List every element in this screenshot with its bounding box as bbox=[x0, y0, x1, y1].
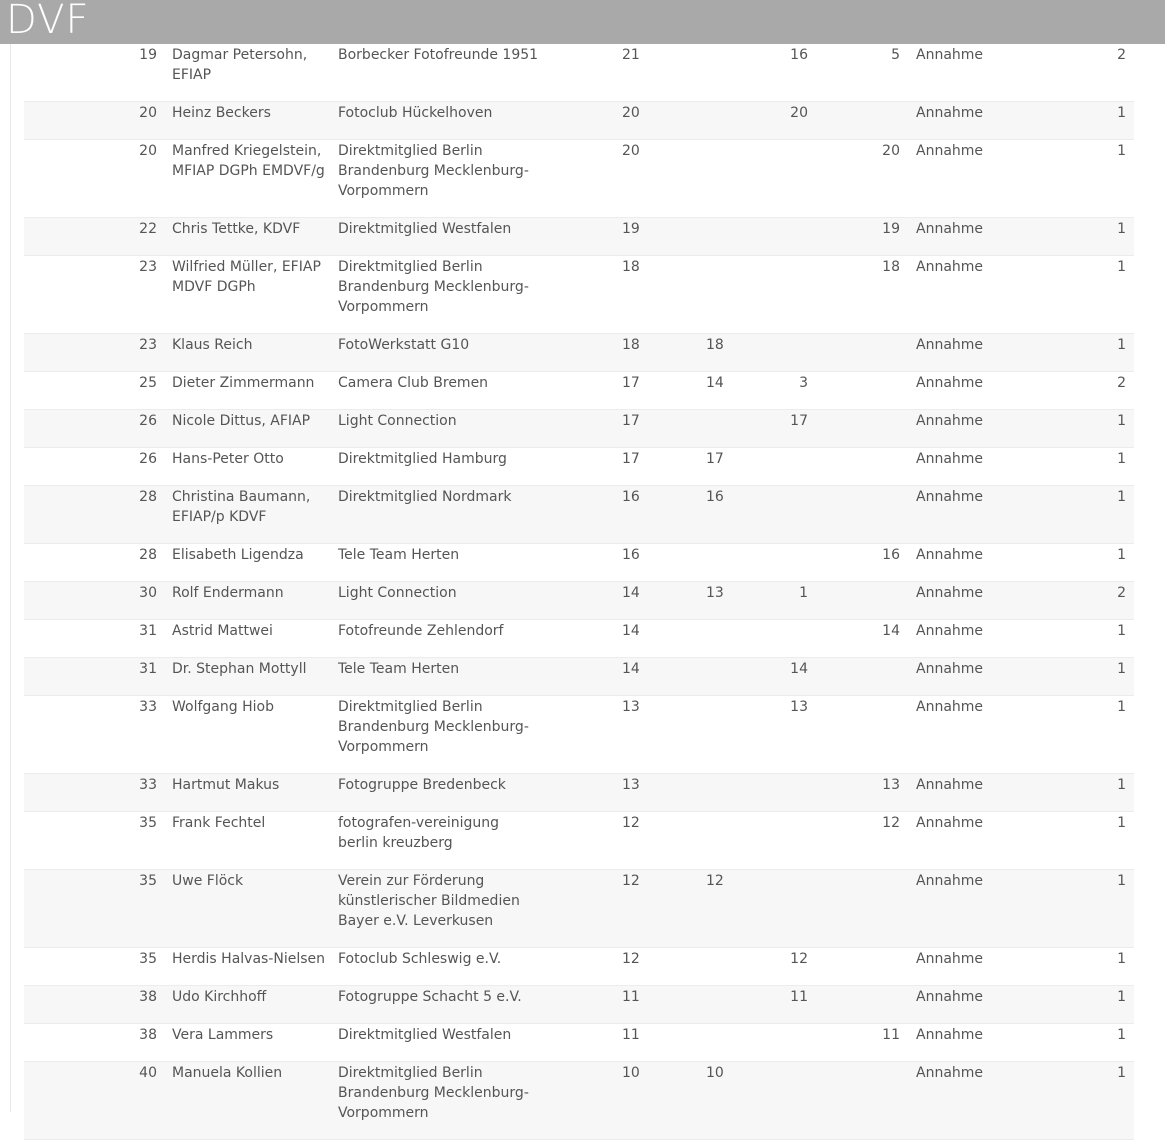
award-cell: Annahme bbox=[900, 256, 1008, 334]
club-cell: Fotogruppe Bredenbeck bbox=[338, 774, 558, 812]
score-b-cell bbox=[726, 140, 808, 218]
score-c-cell bbox=[808, 948, 900, 986]
rank-cell: 35 bbox=[24, 870, 172, 948]
score-b-cell bbox=[726, 218, 808, 256]
score-b-cell: 14 bbox=[726, 658, 808, 696]
name-cell: Wolfgang Hiob bbox=[172, 696, 338, 774]
club-cell: FotoWerkstatt G10 bbox=[338, 334, 558, 372]
score-c-cell: 11 bbox=[808, 1024, 900, 1062]
score-a-cell: 16 bbox=[642, 486, 726, 544]
score-a-cell: 12 bbox=[642, 870, 726, 948]
name-cell: Manuela Kollien bbox=[172, 1062, 338, 1140]
total-cell: 14 bbox=[558, 620, 642, 658]
score-a-cell: 18 bbox=[642, 334, 726, 372]
count-cell: 1 bbox=[1008, 1024, 1134, 1062]
count-cell: 1 bbox=[1008, 986, 1134, 1024]
score-b-cell: 3 bbox=[726, 372, 808, 410]
count-cell: 1 bbox=[1008, 658, 1134, 696]
score-a-cell bbox=[642, 544, 726, 582]
total-cell: 16 bbox=[558, 544, 642, 582]
score-b-cell: 11 bbox=[726, 986, 808, 1024]
award-cell: Annahme bbox=[900, 986, 1008, 1024]
award-cell: Annahme bbox=[900, 486, 1008, 544]
name-cell: Dr. Stephan Mottyll bbox=[172, 658, 338, 696]
table-row bbox=[24, 870, 1134, 948]
award-cell: Annahme bbox=[900, 372, 1008, 410]
award-cell: Annahme bbox=[900, 44, 1008, 102]
name-cell: Chris Tettke, KDVF bbox=[172, 218, 338, 256]
table-row bbox=[24, 812, 1134, 870]
count-cell: 1 bbox=[1008, 486, 1134, 544]
name-cell: Wilfried Müller, EFIAP MDVF DGPh bbox=[172, 256, 338, 334]
table-row bbox=[24, 334, 1134, 372]
score-a-cell bbox=[642, 1024, 726, 1062]
count-cell: 1 bbox=[1008, 870, 1134, 948]
club-cell: Direktmitglied Westfalen bbox=[338, 218, 558, 256]
club-cell: Direktmitglied Nordmark bbox=[338, 486, 558, 544]
table-row bbox=[24, 774, 1134, 812]
name-cell: Uwe Flöck bbox=[172, 870, 338, 948]
name-cell: Dagmar Petersohn, EFIAP bbox=[172, 44, 338, 102]
count-cell: 1 bbox=[1008, 102, 1134, 140]
name-cell: Christina Baumann, EFIAP/p KDVF bbox=[172, 486, 338, 544]
score-a-cell bbox=[642, 696, 726, 774]
rank-cell: 23 bbox=[24, 256, 172, 334]
name-cell: Hartmut Makus bbox=[172, 774, 338, 812]
club-cell: fotografen-vereinigung berlin kreuzberg bbox=[338, 812, 558, 870]
club-cell: Direktmitglied Hamburg bbox=[338, 448, 558, 486]
count-cell: 1 bbox=[1008, 620, 1134, 658]
total-cell: 19 bbox=[558, 218, 642, 256]
total-cell: 13 bbox=[558, 696, 642, 774]
score-c-cell bbox=[808, 372, 900, 410]
score-c-cell: 18 bbox=[808, 256, 900, 334]
rank-cell: 19 bbox=[24, 44, 172, 102]
score-c-cell bbox=[808, 334, 900, 372]
award-cell: Annahme bbox=[900, 812, 1008, 870]
award-cell: Annahme bbox=[900, 696, 1008, 774]
count-cell: 1 bbox=[1008, 218, 1134, 256]
club-cell: Light Connection bbox=[338, 582, 558, 620]
count-cell: 1 bbox=[1008, 410, 1134, 448]
table-row bbox=[24, 102, 1134, 140]
score-a-cell bbox=[642, 658, 726, 696]
score-a-cell: 17 bbox=[642, 448, 726, 486]
award-cell: Annahme bbox=[900, 948, 1008, 986]
rank-cell: 35 bbox=[24, 812, 172, 870]
score-a-cell bbox=[642, 620, 726, 658]
club-cell: Light Connection bbox=[338, 410, 558, 448]
count-cell: 1 bbox=[1008, 256, 1134, 334]
table-row bbox=[24, 1062, 1134, 1140]
score-b-cell bbox=[726, 812, 808, 870]
top-header-bar bbox=[0, 0, 1165, 44]
rank-cell: 40 bbox=[24, 1062, 172, 1140]
score-a-cell bbox=[642, 256, 726, 334]
table-row bbox=[24, 410, 1134, 448]
score-c-cell bbox=[808, 658, 900, 696]
count-cell: 1 bbox=[1008, 544, 1134, 582]
award-cell: Annahme bbox=[900, 544, 1008, 582]
total-cell: 11 bbox=[558, 986, 642, 1024]
table-row bbox=[24, 256, 1134, 334]
total-cell: 21 bbox=[558, 44, 642, 102]
rank-cell: 35 bbox=[24, 948, 172, 986]
club-cell: Camera Club Bremen bbox=[338, 372, 558, 410]
club-cell: Fotofreunde Zehlendorf bbox=[338, 620, 558, 658]
award-cell: Annahme bbox=[900, 582, 1008, 620]
count-cell: 1 bbox=[1008, 1062, 1134, 1140]
award-cell: Annahme bbox=[900, 218, 1008, 256]
award-cell: Annahme bbox=[900, 620, 1008, 658]
score-b-cell bbox=[726, 544, 808, 582]
total-cell: 20 bbox=[558, 102, 642, 140]
score-c-cell bbox=[808, 486, 900, 544]
name-cell: Manfred Kriegelstein, MFIAP DGPh EMDVF/g bbox=[172, 140, 338, 218]
rank-cell: 28 bbox=[24, 544, 172, 582]
name-cell: Nicole Dittus, AFIAP bbox=[172, 410, 338, 448]
club-cell: Fotoclub Schleswig e.V. bbox=[338, 948, 558, 986]
rank-cell: 20 bbox=[24, 102, 172, 140]
rank-cell: 38 bbox=[24, 986, 172, 1024]
score-b-cell: 20 bbox=[726, 102, 808, 140]
name-cell: Elisabeth Ligendza bbox=[172, 544, 338, 582]
name-cell: Heinz Beckers bbox=[172, 102, 338, 140]
club-cell: Direktmitglied Westfalen bbox=[338, 1024, 558, 1062]
score-c-cell bbox=[808, 448, 900, 486]
score-c-cell: 12 bbox=[808, 812, 900, 870]
award-cell: Annahme bbox=[900, 1024, 1008, 1062]
score-c-cell: 20 bbox=[808, 140, 900, 218]
score-b-cell bbox=[726, 486, 808, 544]
name-cell: Herdis Halvas-Nielsen bbox=[172, 948, 338, 986]
name-cell: Hans-Peter Otto bbox=[172, 448, 338, 486]
table-row bbox=[24, 140, 1134, 218]
score-c-cell: 14 bbox=[808, 620, 900, 658]
table-row bbox=[24, 372, 1134, 410]
count-cell: 1 bbox=[1008, 448, 1134, 486]
score-b-cell: 16 bbox=[726, 44, 808, 102]
award-cell: Annahme bbox=[900, 448, 1008, 486]
rank-cell: 26 bbox=[24, 410, 172, 448]
score-a-cell bbox=[642, 986, 726, 1024]
total-cell: 12 bbox=[558, 948, 642, 986]
count-cell: 1 bbox=[1008, 948, 1134, 986]
count-cell: 2 bbox=[1008, 44, 1134, 102]
score-c-cell bbox=[808, 102, 900, 140]
rank-cell: 23 bbox=[24, 334, 172, 372]
score-b-cell: 1 bbox=[726, 582, 808, 620]
table-row bbox=[24, 486, 1134, 544]
total-cell: 18 bbox=[558, 256, 642, 334]
name-cell: Udo Kirchhoff bbox=[172, 986, 338, 1024]
score-b-cell bbox=[726, 256, 808, 334]
rank-cell: 20 bbox=[24, 140, 172, 218]
rank-cell: 26 bbox=[24, 448, 172, 486]
name-cell: Frank Fechtel bbox=[172, 812, 338, 870]
score-b-cell: 17 bbox=[726, 410, 808, 448]
total-cell: 16 bbox=[558, 486, 642, 544]
rank-cell: 38 bbox=[24, 1024, 172, 1062]
table-row bbox=[24, 582, 1134, 620]
award-cell: Annahme bbox=[900, 102, 1008, 140]
score-b-cell bbox=[726, 1024, 808, 1062]
club-cell: Borbecker Fotofreunde 1951 bbox=[338, 44, 558, 102]
count-cell: 1 bbox=[1008, 812, 1134, 870]
total-cell: 14 bbox=[558, 658, 642, 696]
count-cell: 1 bbox=[1008, 334, 1134, 372]
table-row bbox=[24, 44, 1134, 102]
award-cell: Annahme bbox=[900, 1062, 1008, 1140]
club-cell: Fotoclub Hückelhoven bbox=[338, 102, 558, 140]
rank-cell: 31 bbox=[24, 620, 172, 658]
table-row bbox=[24, 620, 1134, 658]
score-c-cell: 19 bbox=[808, 218, 900, 256]
rank-cell: 28 bbox=[24, 486, 172, 544]
total-cell: 10 bbox=[558, 1062, 642, 1140]
dvf-logo[interactable]: DVF bbox=[6, 0, 90, 43]
count-cell: 2 bbox=[1008, 372, 1134, 410]
total-cell: 17 bbox=[558, 448, 642, 486]
rank-cell: 25 bbox=[24, 372, 172, 410]
club-cell: Direktmitglied Berlin Brandenburg Mecklenburg-Vorpommern bbox=[338, 1062, 558, 1140]
table-row bbox=[24, 1024, 1134, 1062]
score-b-cell: 12 bbox=[726, 948, 808, 986]
score-c-cell bbox=[808, 410, 900, 448]
total-cell: 17 bbox=[558, 372, 642, 410]
score-b-cell: 13 bbox=[726, 696, 808, 774]
results-table-body bbox=[24, 44, 1134, 1140]
score-a-cell bbox=[642, 948, 726, 986]
club-cell: Direktmitglied Berlin Brandenburg Mecklenburg-Vorpommern bbox=[338, 256, 558, 334]
club-cell: Tele Team Herten bbox=[338, 544, 558, 582]
score-b-cell bbox=[726, 620, 808, 658]
count-cell: 1 bbox=[1008, 696, 1134, 774]
club-cell: Verein zur Förderung künstlerischer Bildmedien Bayer e.V. Leverkusen bbox=[338, 870, 558, 948]
award-cell: Annahme bbox=[900, 774, 1008, 812]
total-cell: 12 bbox=[558, 870, 642, 948]
score-a-cell bbox=[642, 102, 726, 140]
score-a-cell: 10 bbox=[642, 1062, 726, 1140]
count-cell: 1 bbox=[1008, 774, 1134, 812]
award-cell: Annahme bbox=[900, 870, 1008, 948]
club-cell: Fotogruppe Schacht 5 e.V. bbox=[338, 986, 558, 1024]
score-a-cell bbox=[642, 774, 726, 812]
score-a-cell bbox=[642, 218, 726, 256]
score-b-cell bbox=[726, 774, 808, 812]
table-row bbox=[24, 544, 1134, 582]
score-b-cell bbox=[726, 870, 808, 948]
score-b-cell bbox=[726, 448, 808, 486]
score-a-cell: 13 bbox=[642, 582, 726, 620]
score-c-cell bbox=[808, 986, 900, 1024]
score-c-cell bbox=[808, 582, 900, 620]
table-row bbox=[24, 218, 1134, 256]
score-c-cell bbox=[808, 870, 900, 948]
content-left-border bbox=[10, 44, 11, 1112]
results-table bbox=[24, 44, 1134, 1140]
club-cell: Direktmitglied Berlin Brandenburg Mecklenburg-Vorpommern bbox=[338, 140, 558, 218]
name-cell: Klaus Reich bbox=[172, 334, 338, 372]
score-a-cell: 14 bbox=[642, 372, 726, 410]
score-c-cell bbox=[808, 1062, 900, 1140]
score-c-cell bbox=[808, 696, 900, 774]
total-cell: 20 bbox=[558, 140, 642, 218]
total-cell: 13 bbox=[558, 774, 642, 812]
table-row bbox=[24, 948, 1134, 986]
total-cell: 14 bbox=[558, 582, 642, 620]
score-a-cell bbox=[642, 44, 726, 102]
club-cell: Direktmitglied Berlin Brandenburg Mecklenburg-Vorpommern bbox=[338, 696, 558, 774]
total-cell: 17 bbox=[558, 410, 642, 448]
name-cell: Astrid Mattwei bbox=[172, 620, 338, 658]
award-cell: Annahme bbox=[900, 140, 1008, 218]
table-row bbox=[24, 696, 1134, 774]
score-c-cell: 16 bbox=[808, 544, 900, 582]
total-cell: 12 bbox=[558, 812, 642, 870]
score-a-cell bbox=[642, 410, 726, 448]
rank-cell: 31 bbox=[24, 658, 172, 696]
score-b-cell bbox=[726, 1062, 808, 1140]
score-a-cell bbox=[642, 140, 726, 218]
total-cell: 11 bbox=[558, 1024, 642, 1062]
rank-cell: 30 bbox=[24, 582, 172, 620]
count-cell: 2 bbox=[1008, 582, 1134, 620]
rank-cell: 22 bbox=[24, 218, 172, 256]
score-b-cell bbox=[726, 334, 808, 372]
award-cell: Annahme bbox=[900, 410, 1008, 448]
count-cell: 1 bbox=[1008, 140, 1134, 218]
score-a-cell bbox=[642, 812, 726, 870]
table-row bbox=[24, 658, 1134, 696]
award-cell: Annahme bbox=[900, 334, 1008, 372]
name-cell: Rolf Endermann bbox=[172, 582, 338, 620]
total-cell: 18 bbox=[558, 334, 642, 372]
score-c-cell: 13 bbox=[808, 774, 900, 812]
table-row bbox=[24, 986, 1134, 1024]
club-cell: Tele Team Herten bbox=[338, 658, 558, 696]
score-c-cell: 5 bbox=[808, 44, 900, 102]
rank-cell: 33 bbox=[24, 774, 172, 812]
award-cell: Annahme bbox=[900, 658, 1008, 696]
name-cell: Dieter Zimmermann bbox=[172, 372, 338, 410]
name-cell: Vera Lammers bbox=[172, 1024, 338, 1062]
rank-cell: 33 bbox=[24, 696, 172, 774]
table-row bbox=[24, 448, 1134, 486]
